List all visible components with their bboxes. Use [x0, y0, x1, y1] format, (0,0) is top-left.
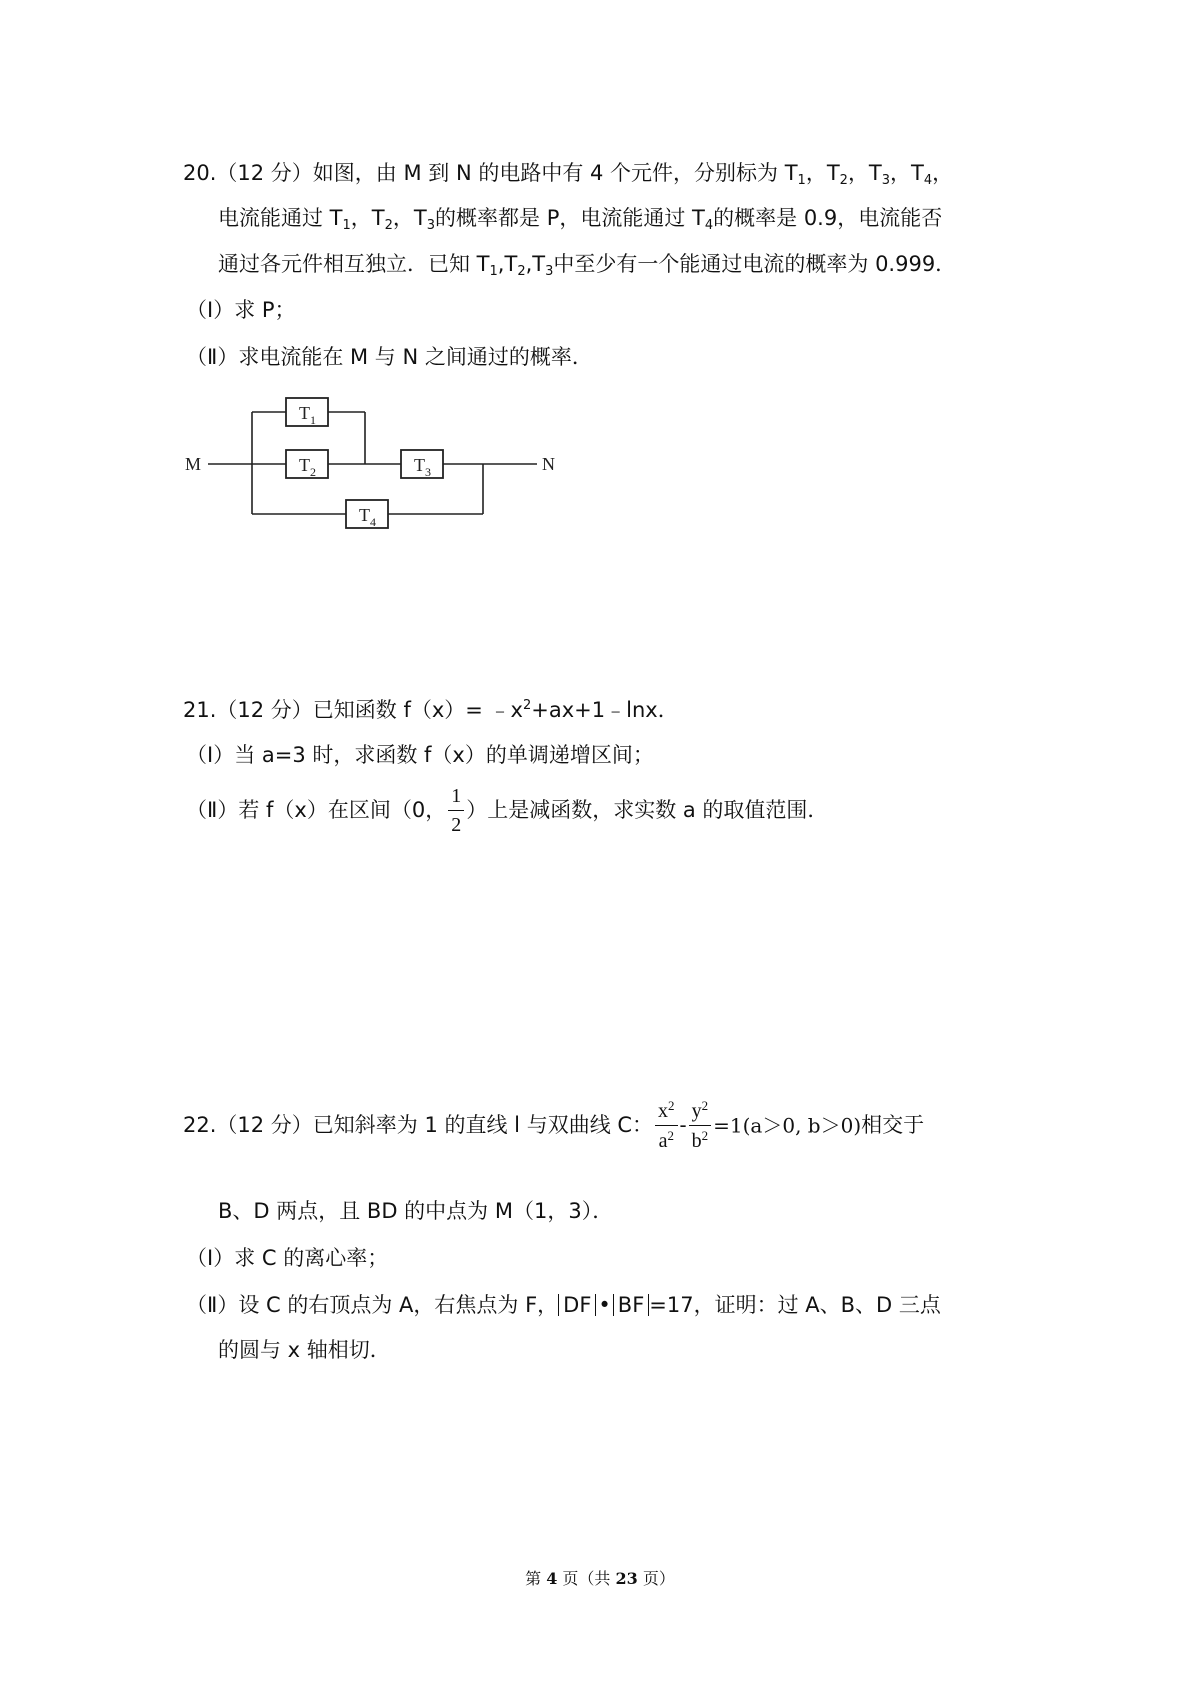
q22-line-2: B、D 两点，且 BD 的中点为 M（1，3）． — [218, 1199, 614, 1223]
q21-part-2: （Ⅱ）若 f（x）在区间（0， $\frac{1}{2}$ ）上是减函数，求实数 a 的取值范围． — [186, 785, 829, 836]
fraction-x2-a2: $\frac{x^2}{a^2}$ — [655, 1098, 678, 1153]
q22-line-5: 的圆与 x 轴相切． — [218, 1338, 391, 1362]
node-n-label: N — [542, 454, 555, 474]
q22-part-2: （Ⅱ）设 C 的右顶点为 A，右焦点为 F， DF • BF =17，证明：过 A、B、D 三点 — [186, 1293, 941, 1317]
page-footer: 第 4 页（共 23 页） — [525, 1569, 675, 1588]
t3-label: $T_3$ — [414, 455, 431, 479]
q22-line-1: 22.（12 分）已知斜率为 1 的直线 l 与双曲线 C： $\frac{x^2}{a^2}$ - $\frac{y^2}{b^2}$ =1(a＞0, b＞0)相交于 — [183, 1098, 925, 1152]
q22-part-1: （Ⅰ）求 C 的离心率； — [186, 1246, 389, 1270]
circuit-diagram — [180, 392, 560, 532]
q20-line-3: 通过各元件相互独立．已知 $T_1,T_2,T_3$中至少有一个能通过电流的概率为 0.999． — [218, 252, 957, 279]
fraction-one-half: $\frac{1}{2}$ — [448, 784, 464, 837]
q20-line-1: 20.（12 分）如图，由 M 到 N 的电路中有 4 个元件，分别标为 $T_1$，$T_2$，$T_3$，$T_4$， — [183, 161, 954, 188]
t1-label: $T_1$ — [299, 403, 316, 427]
q21-part-1: （Ⅰ）当 a=3 时，求函数 f（x）的单调递增区间； — [186, 743, 654, 767]
fraction-y2-b2: $\frac{y^2}{b^2}$ — [689, 1098, 712, 1153]
t4-label: $T_4$ — [359, 505, 376, 529]
q21-line-1: 21.（12 分）已知函数 $f(x)= ﹣x^2+ax+1﹣\ln x$． — [183, 698, 679, 722]
q20-line-2: 电流能通过 $T_1$，$T_2$，$T_3$的概率都是 P，电流能通过 $T_4$的概率是 0.9，电流能否 — [218, 206, 943, 233]
t2-label: $T_2$ — [299, 455, 316, 479]
node-m-label: M — [185, 454, 202, 474]
abs-df: DF — [558, 1294, 596, 1316]
abs-bf: BF — [613, 1294, 650, 1316]
q20-part-2: （Ⅱ）求电流能在 M 与 N 之间通过的概率． — [186, 345, 593, 369]
q20-part-1: （Ⅰ）求 P； — [186, 298, 296, 322]
